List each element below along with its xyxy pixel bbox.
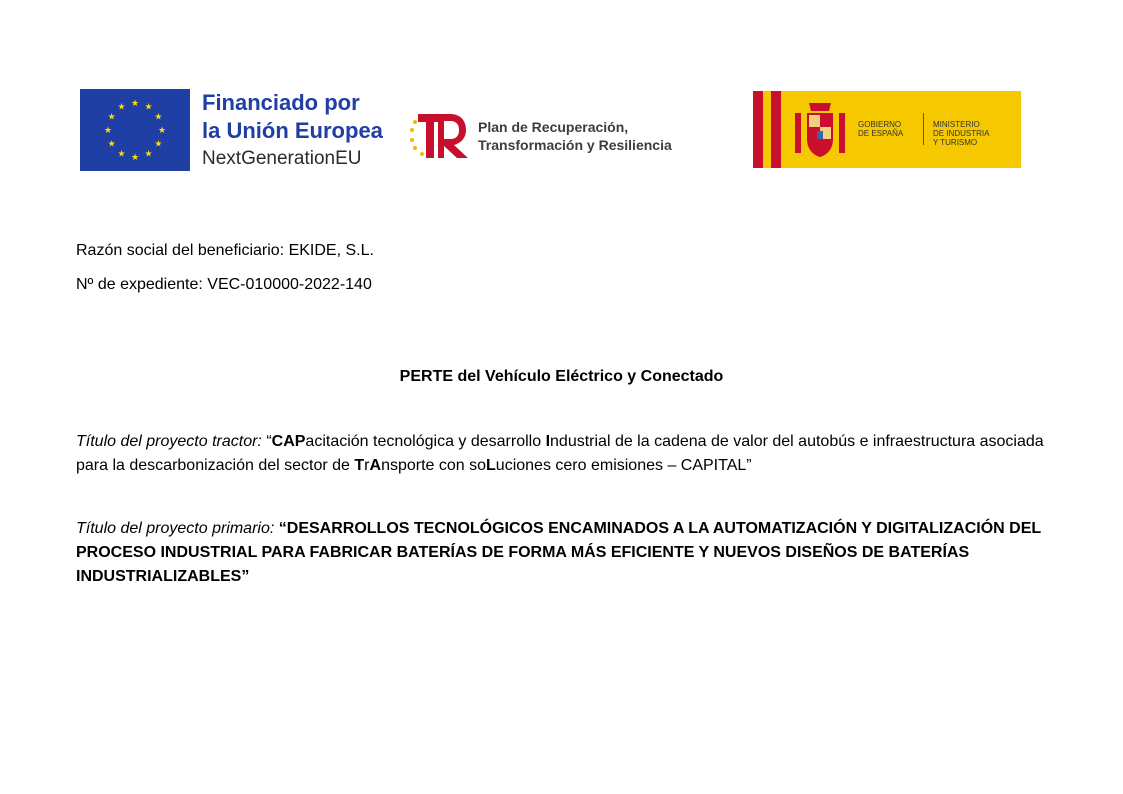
eu-star-icon: ★ (117, 148, 126, 159)
prtr-logo-line1: Plan de Recuperación, (478, 119, 629, 135)
eu-star-icon: ★ (103, 125, 113, 135)
eu-funding-logo (80, 89, 390, 175)
eu-stars-icon (80, 89, 190, 171)
eu-star-icon: ★ (154, 138, 163, 149)
prtr-logo-line2: Transformación y Resiliencia (478, 137, 672, 153)
primary-label: Título del proyecto primario: (76, 520, 275, 537)
logo-header (78, 85, 1038, 175)
eu-flag-icon (80, 89, 190, 171)
expediente-value: VEC-010000-2022-140 (207, 276, 372, 293)
eu-logo-line1: Financiado por (202, 90, 360, 115)
eu-star-icon: ★ (107, 111, 116, 122)
eu-star-icon: ★ (130, 98, 140, 108)
coat-of-arms-icon (791, 99, 849, 161)
eu-star-icon: ★ (157, 125, 167, 135)
prtr-logo (408, 108, 708, 164)
expediente-label: Nº de expediente: (76, 276, 203, 293)
expediente-line (76, 274, 372, 296)
tractor-project-paragraph: Título del proyecto tractor: “CAPacitación tecnológica y desarrollo Industrial de la cadena de valor del autobús e infraestructura asociada para la descarbonización del sector de TrAnsporte con soLuciones cero emisiones – CAPITAL” (76, 433, 1044, 474)
beneficiary-label: Razón social del beneficiario: (76, 242, 285, 259)
prtr-mark-icon (408, 108, 470, 164)
tractor-label: Título del proyecto tractor: (76, 433, 262, 450)
gobierno-espana-logo (753, 91, 1021, 168)
eu-logo-line2: la Unión Europea (202, 118, 383, 143)
eu-logo-line3: NextGenerationEU (202, 148, 362, 169)
primary-project-paragraph (76, 517, 1046, 589)
primary-title: “DESARROLLOS TECNOLÓGICOS ENCAMINADOS A LA AUTOMATIZACIÓN Y DIGITALIZACIÓN DEL PROCESO INDUSTRIAL PARA FABRICAR BATERÍAS DE FORMA MÁS EFICIENTE Y NUEVOS DISEÑOS DE BATERÍAS INDUSTRIALIZABLES” (76, 520, 1041, 585)
eu-star-icon: ★ (107, 138, 116, 149)
gobierno-label: GOBIERNO DE ESPAÑA (858, 120, 904, 138)
beneficiary-value: EKIDE, S.L. (288, 242, 374, 259)
eu-star-icon: ★ (130, 152, 140, 162)
eu-star-icon: ★ (154, 111, 163, 122)
ministerio-label: MINISTERIO DE INDUSTRIA Y TURISMO (933, 120, 990, 147)
perte-title: PERTE del Vehículo Eléctrico y Conectado (399, 368, 724, 385)
eu-star-icon: ★ (117, 101, 126, 112)
eu-star-icon: ★ (144, 148, 153, 159)
beneficiary-line (76, 240, 374, 262)
eu-star-icon: ★ (144, 101, 153, 112)
